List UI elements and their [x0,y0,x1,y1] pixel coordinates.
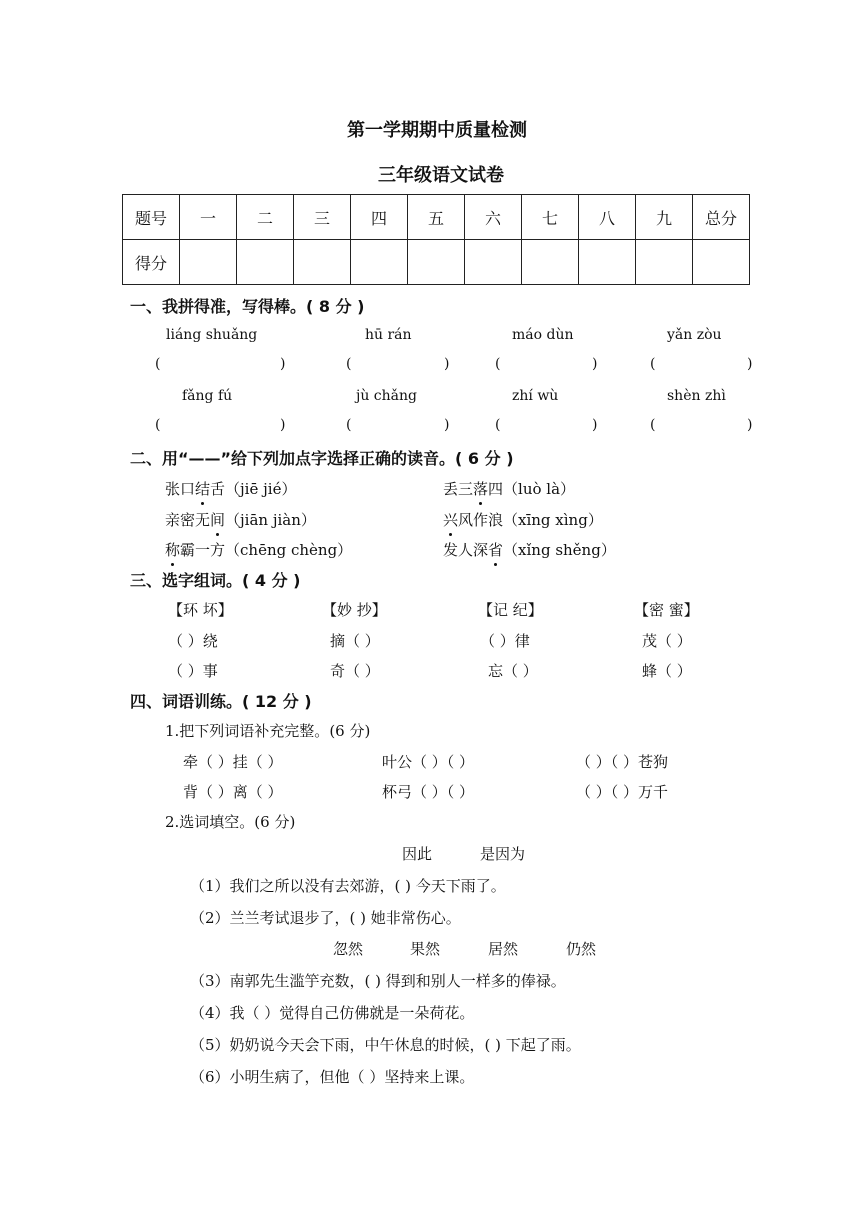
pinyin: liáng shuǎng [166,327,258,343]
fill-blank[interactable]: 牵（ ）挂（ ） [183,753,283,771]
score-input-cell[interactable] [408,240,465,285]
table-cell: 五 [408,195,465,240]
table-cell: 六 [465,195,522,240]
score-input-cell[interactable] [237,240,294,285]
reading-item[interactable]: 张口结舌（jiē jié） [165,480,297,498]
table-cell: 一 [180,195,237,240]
table-cell: 三 [294,195,351,240]
word-choice: 居然 [488,940,519,958]
pinyin: jù chǎng [356,388,417,404]
score-input-cell[interactable] [579,240,636,285]
section4-title: 四、词语训练。( 12 分 ) [130,692,312,711]
answer-blank-open[interactable]: ( [346,417,352,433]
score-input-cell[interactable] [522,240,579,285]
reading-item[interactable]: 丢三落四（luò là） [443,480,576,498]
score-input-cell[interactable] [351,240,408,285]
dotted-char: 省 [488,541,504,559]
answer-blank-open[interactable]: ( [155,417,161,433]
fill-blank[interactable]: 杯弓（ ）（ ） [382,783,475,801]
page-title: 第一学期期中质量检测 [347,120,527,141]
answer-blank-close: ) [592,356,598,372]
answer-blank-close: ) [280,417,286,433]
fill-blank[interactable]: （ ）绕 [168,632,218,650]
fill-blank[interactable]: 叶公（ ）（ ） [382,753,475,771]
section1-title: 一、我拼得准，写得棒。( 8 分 ) [130,297,365,316]
fill-blank[interactable]: （ ）事 [168,662,218,680]
fill-blank[interactable]: 忘（ ） [488,662,538,680]
answer-blank-open[interactable]: ( [346,356,352,372]
answer-blank-open[interactable]: ( [495,417,501,433]
sentence-item[interactable]: （2）兰兰考试退步了，( ) 她非常伤心。 [190,909,461,927]
score-input-cell[interactable] [636,240,693,285]
fill-blank[interactable]: （ ）（ ）苍狗 [576,753,669,771]
section2-title: 二、用“——”给下列加点字选择正确的读音。( 6 分 ) [130,449,514,468]
table-cell: 题号 [123,195,180,240]
answer-blank-close: ) [444,417,450,433]
sentence-item[interactable]: （5）奶奶说今天会下雨，中午休息的时候，( ) 下起了雨。 [190,1036,581,1054]
score-table [122,194,750,285]
fill-blank[interactable]: 蜂（ ） [642,662,692,680]
answer-blank-close: ) [444,356,450,372]
dotted-char: 兴 [443,511,459,529]
answer-blank-open[interactable]: ( [650,356,656,372]
word-choice: 仍然 [566,940,597,958]
pinyin: shèn zhì [667,388,726,404]
fill-blank[interactable]: 摘（ ） [330,632,380,650]
word-choice: 是因为 [480,845,526,863]
section3-title: 三、选字组词。( 4 分 ) [130,571,301,590]
answer-blank-close: ) [280,356,286,372]
sentence-item[interactable]: （1）我们之所以没有去郊游，( ) 今天下雨了。 [190,877,506,895]
reading-item[interactable]: 亲密无间（jiān jiàn） [165,511,316,529]
word-choice: 因此 [402,845,433,863]
answer-blank-open[interactable]: ( [650,417,656,433]
pinyin: zhí wù [512,388,559,404]
answer-blank-close: ) [747,356,753,372]
pinyin: fǎng fú [182,388,233,404]
fill-blank[interactable]: 奇（ ） [330,662,380,680]
char-group: 【记 纪】 [478,601,543,619]
pinyin: yǎn zòu [667,327,722,343]
table-cell: 七 [522,195,579,240]
table-cell: 九 [636,195,693,240]
table-cell: 二 [237,195,294,240]
word-choice: 忽然 [333,940,364,958]
fill-blank[interactable]: 背（ ）离（ ） [183,783,283,801]
pinyin: máo dùn [512,327,574,343]
fill-blank[interactable]: 茂（ ） [642,632,692,650]
dotted-char: 落 [473,480,489,498]
char-group: 【密 蜜】 [634,601,699,619]
reading-item[interactable]: 称霸一方（chēng chèng） [165,541,353,559]
part1-title: 1.把下列词语补充完整。(6 分) [165,722,371,740]
fill-blank[interactable]: （ ）（ ）万千 [576,783,669,801]
answer-blank-close: ) [592,417,598,433]
page-subtitle: 三年级语文试卷 [378,165,504,186]
fill-blank[interactable]: （ ）律 [480,632,530,650]
score-input-cell[interactable] [465,240,522,285]
table-cell: 得分 [123,240,180,285]
pinyin: hū rán [365,327,412,343]
score-table-header-row [123,195,750,240]
sentence-item[interactable]: （3）南郭先生滥竽充数，( ) 得到和别人一样多的俸禄。 [190,972,566,990]
dotted-char: 间 [210,511,226,529]
table-cell: 四 [351,195,408,240]
dotted-char: 结 [195,480,211,498]
answer-blank-open[interactable]: ( [495,356,501,372]
table-cell: 总分 [693,195,750,240]
score-input-cell[interactable] [180,240,237,285]
score-table-score-row [123,240,750,285]
sentence-item[interactable]: （6）小明生病了，但他（ ）坚持来上课。 [190,1068,475,1086]
word-choice: 果然 [410,940,441,958]
score-input-cell[interactable] [693,240,750,285]
answer-blank-open[interactable]: ( [155,356,161,372]
score-input-cell[interactable] [294,240,351,285]
sentence-item[interactable]: （4）我（ ）觉得自己仿佛就是一朵荷花。 [190,1004,475,1022]
reading-item[interactable]: 发人深省（xǐng shěng） [443,541,616,559]
char-group: 【妙 抄】 [322,601,387,619]
reading-item[interactable]: 兴风作浪（xīng xìng） [443,511,603,529]
table-cell: 八 [579,195,636,240]
part2-title: 2.选词填空。(6 分) [165,813,296,831]
char-group: 【环 坏】 [168,601,233,619]
answer-blank-close: ) [747,417,753,433]
dotted-char: 称 [165,541,181,559]
